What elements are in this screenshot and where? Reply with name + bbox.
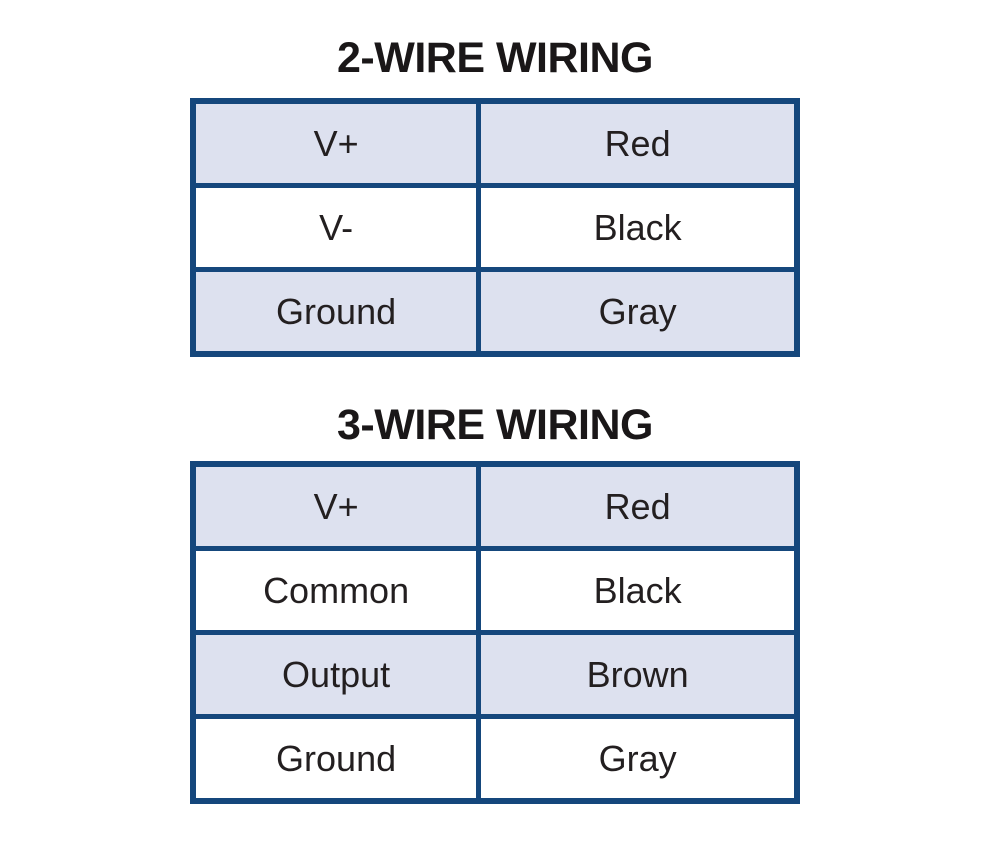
terminal-cell: Output	[193, 633, 479, 717]
table-row	[193, 186, 797, 270]
table-row	[193, 101, 797, 186]
terminal-cell: V-	[193, 186, 479, 270]
table-row	[193, 633, 797, 717]
three-wire-title: 3-WIRE WIRING	[337, 401, 653, 449]
two-wire-table	[190, 98, 800, 357]
terminal-cell: Ground	[193, 717, 479, 802]
two-wire-section	[190, 33, 800, 357]
wire-color-cell: Gray	[479, 717, 797, 802]
terminal-cell: Ground	[193, 270, 479, 355]
wire-color-cell: Red	[479, 101, 797, 186]
three-wire-section	[190, 400, 800, 804]
table-row	[193, 270, 797, 355]
table-row	[193, 717, 797, 802]
wire-color-cell: Red	[479, 464, 797, 549]
terminal-cell: Common	[193, 549, 479, 633]
wire-color-cell: Brown	[479, 633, 797, 717]
terminal-cell: V+	[193, 101, 479, 186]
three-wire-table	[190, 461, 800, 804]
wire-color-cell: Black	[479, 549, 797, 633]
table-row	[193, 464, 797, 549]
wire-color-cell: Black	[479, 186, 797, 270]
terminal-cell: V+	[193, 464, 479, 549]
two-wire-title: 2-WIRE WIRING	[337, 34, 653, 82]
table-row	[193, 549, 797, 633]
wire-color-cell: Gray	[479, 270, 797, 355]
